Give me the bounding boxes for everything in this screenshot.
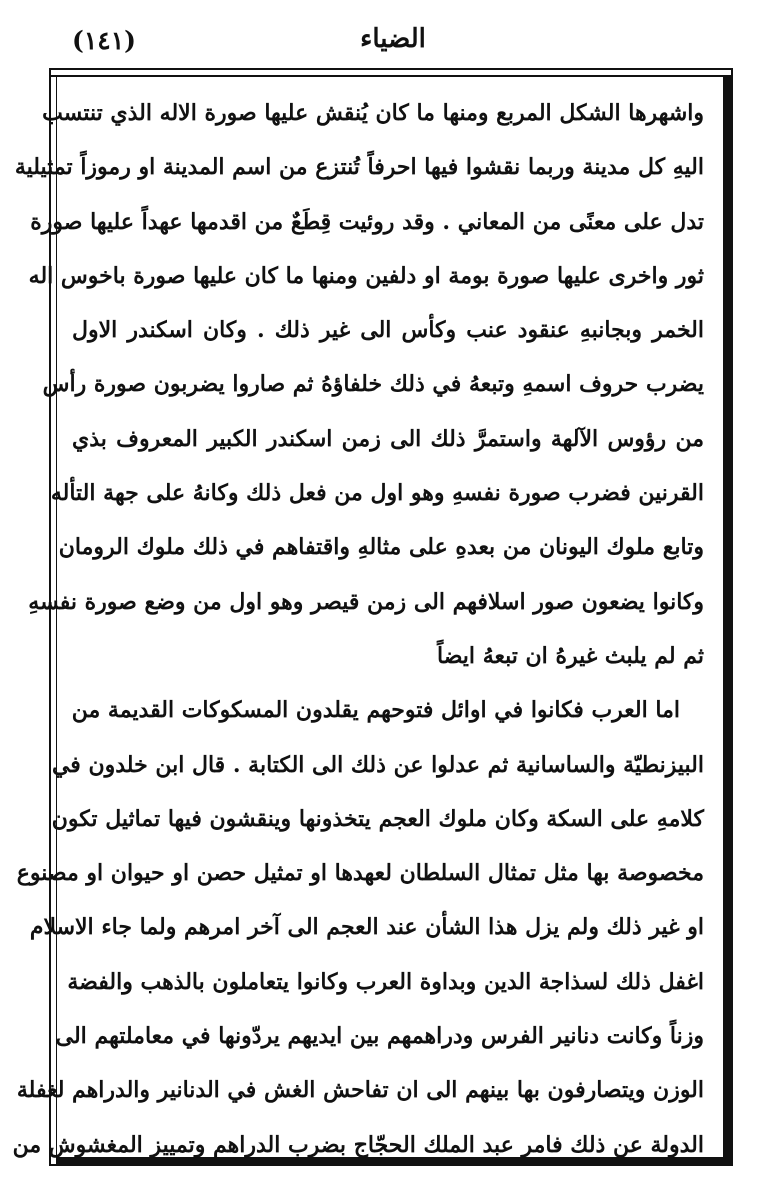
paragraph (14, 86, 704, 683)
text-line: مخصوصة بها مثل تمثال السلطان لعهدها او تمثيل حصن او حيوان او مصنوع (16, 860, 704, 887)
text-line: وزناً وكانت دنانير الفرس ودراهمهم بين ايديهم يردّونها في معاملتهم الى (55, 1023, 704, 1050)
text-line: الوزن ويتصارفون بها بينهم الى ان تفاحش الغش في الدنانير والدراهم لغفلة (16, 1077, 704, 1104)
text-line: يضرب حروف اسمهِ وتبعهُ في ذلك خلفاؤهُ ثم صاروا يضربون صورة رأس (42, 371, 704, 398)
text-line: البيزنطيّة والساسانية ثم عدلوا عن ذلك الى الكتابة . قال ابن خلدون في (51, 751, 704, 778)
text-line: اليهِ كل مدينة وربما نقشوا فيها احرفاً تُنتزع من اسم المدينة او رموزاً تمثيلية (14, 154, 704, 181)
frame-rule-right (724, 76, 733, 1158)
text-line: ثم لم يلبث غيرهُ ان تبعهُ ايضاً (437, 642, 704, 669)
text-line: كلامهِ على السكة وكان ملوك العجم يتخذونها وينقشون فيها تماثيل تكون (51, 805, 704, 832)
text-line: تدل على معنًى من المعاني . وقد روئيت قِطَعٌ من اقدمها عهداً عليها صورة (30, 208, 704, 235)
text-line: من رؤوس الآلهة واستمرَّ ذلك الى زمن اسكندر الكبير المعروف بذي (72, 425, 704, 452)
text-line: ثور واخرى عليها صورة بومة او دلفين ومنها ما كان عليها صورة باخوس اله (28, 262, 704, 289)
text-line: الخمر وبجانبهِ عنقود عنب وكأس الى غير ذلك . وكان اسكندر الاول (72, 317, 704, 344)
frame-rule-top (49, 75, 733, 77)
running-title: الضياء (360, 24, 426, 54)
text-line: القرنين فضرب صورة نفسهِ وهو اول من فعل ذلك وكانهُ على جهة التأله (50, 480, 704, 507)
body-text (12, 86, 704, 1172)
text-line: وكانوا يضعون صور اسلافهم الى زمن قيصر وهو اول من وضع صورة نفسهِ (28, 588, 704, 615)
text-line: او غير ذلك ولم يزل هذا الشأن عند العجم الى آخر امرهم ولما جاء الاسلام (29, 914, 704, 941)
text-line: اما العرب فكانوا في اوائل فتوحهم يقلدون المسكوكات القديمة من (71, 697, 680, 724)
page-header (48, 18, 738, 72)
text-line: وتابع ملوك اليونان من بعدهِ على مثالهِ واقتفاهم في ذلك ملوك الرومان (58, 534, 704, 561)
paragraph (12, 683, 704, 1172)
text-line: الدولة عن ذلك فامر عبد الملك الحجّاج بضرب الدراهم وتمييز المغشوش من (12, 1131, 704, 1158)
text-line: اغفل ذلك لسذاجة الدين وبداوة العرب وكانوا يتعاملون بالذهب والفضة (67, 968, 704, 995)
page-number: (١٤١) (72, 26, 136, 55)
text-line: واشهرها الشكل المربع ومنها ما كان يُنقش عليها صورة الاله الذي تنتسب (42, 100, 704, 126)
